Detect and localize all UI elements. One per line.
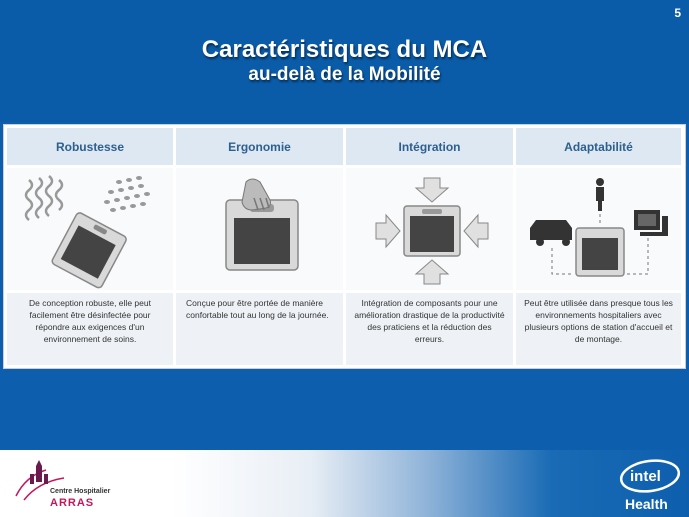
description-integration: Intégration de composants pour une amélioration drastique de la productivité des praticiens et la réduction des erreurs. <box>345 292 515 366</box>
logo-text-health: Health <box>625 496 668 512</box>
header-robustesse: Robustesse <box>6 127 175 167</box>
logo-text-arras: ARRAS <box>50 497 95 509</box>
header-ergonomie: Ergonomie <box>175 127 345 167</box>
tablet-washing-icon <box>7 168 176 293</box>
illustration-robustesse <box>6 167 175 292</box>
tablet-carry-hand-icon <box>176 168 346 293</box>
illustration-integration <box>345 167 515 292</box>
header-adaptabilite: Adaptabilité <box>515 127 683 167</box>
illustration-ergonomie <box>175 167 345 292</box>
slide-title: Caractéristiques du MCA <box>201 36 488 63</box>
description-robustesse: De conception robuste, elle peut facilement être désinfectée pour répondre aux exigences d'un environnement de soins. <box>6 292 175 366</box>
features-table <box>3 124 686 369</box>
tablet-integration-arrows-icon <box>346 168 516 293</box>
page-number: 5 <box>674 6 681 20</box>
illustration-adaptabilite <box>515 167 683 292</box>
slide-subtitle: au-delà de la Mobilité <box>248 64 441 85</box>
description-ergonomie: Conçue pour être portée de manière confortable tout au long de la journée. <box>175 292 345 366</box>
tablet-connectivity-icon <box>516 168 684 293</box>
description-adaptabilite: Peut être utilisée dans presque tous les environnements hospitaliers avec plusieurs options de station d'accueil et de montage. <box>515 292 683 366</box>
header-integration: Intégration <box>345 127 515 167</box>
logo-text-centre-hospitalier: Centre Hospitalier <box>50 488 111 495</box>
intel-brand-text: intel <box>630 468 661 485</box>
